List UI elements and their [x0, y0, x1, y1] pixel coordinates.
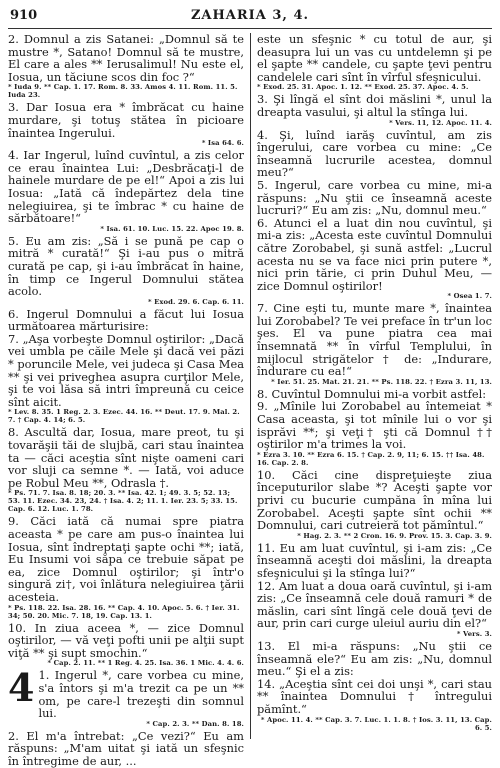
cross-reference-note: * Ier. 51. 25. Mat. 21. 21. ** Ps. 118. 22. † Ezra 3. 11, 13. [271, 377, 492, 386]
cross-reference-note: * Ezra 3. 10. ** Ezra 6. 15. † Cap. 2. 9, 11; 6. 15. †† Isa. 48. 16. Cap. 2. 8. [257, 450, 485, 467]
page-number: 910 [10, 8, 38, 23]
left-column [8, 32, 250, 768]
cross-reference-note: * Hag. 2. 3. ** 2 Cron. 16. 9. Prov. 15. 3. Cap. 3. 9. [297, 531, 492, 540]
verse: 7. Cine eşti tu, munte mare *, înaintea lui Zorobabel? Te vei preface în tr'un loc şes. El va pune piatra cea mai însemnată ** în vîrful Templului, în mijlocul strigătelor † de: „Indurare, îndurare cu ea!“ [257, 301, 492, 379]
verse: 9. „Mînile lui Zorobabel au întemeiat * Casa aceasta, şi tot mînile lui o vor şi isprăvi **; şi veţi† şti că Domnul †† oştirilor m'a trimes la voi. [257, 399, 492, 452]
cross-reference-note: * Apoc. 11. 4. ** Cap. 3. 7. Luc. 1. 1. 8. † Ios. 3. 11, 13. Cap. 6. 5. [260, 715, 492, 732]
running-title: ZAHARIA 3, 4. [190, 8, 310, 23]
cross-reference-note: * Isa. 61. 10. Luc. 15. 22. Apoc 19. 8. [100, 224, 244, 233]
verse: 2. El m'a întrebat: „Ce vezi?“ Eu am răspuns: „M'am uitat şi iată un sfeşnic în întregime de aur, ... [8, 728, 244, 768]
cross-reference-note: * Cap. 2. 3. ** Dan. 8. 18. [146, 719, 244, 728]
verse: 5. Eu am zis: „Să i se pună pe cap o mitră * curată!“ Şi i-au pus o mitră curată pe cap, şi i-au îmbrăcat în haine, în timp ce Ingerul Domnului stătea acolo. [8, 233, 244, 299]
verse: 7. „Aşa vorbeşte Domnul oştirilor: „Dacă vei umbla pe căile Mele şi dacă vei păzi * poruncile Mele, vei judeca şi Casa Mea ** şi vei priveghea asupra curţilor Mele, şi te voi lăsa să intri împreună cu ceice sînt aicit. [8, 331, 244, 409]
verse: 5. Ingerul, care vorbea cu mine, mi-a răspuns: „Nu ştii ce înseamnă aceste lucruri?“ Eu am zis: „Nu, domnul meu.“ [257, 177, 492, 218]
verse: 6. Ingerul Domnului a făcut lui Iosua următoarea mărturisire: [8, 306, 244, 334]
page-header [8, 6, 492, 29]
verse: 11. Eu am luat cuvîntul, şi i-am zis: „Ce înseamnă aceşti doi măslini, la dreapta sfeşnicului şi la stînga lui?“ [257, 540, 492, 580]
verse: este un sfeşnic * cu totul de aur, şi deasupra lui un vas cu untdelemn şi pe el şapte ** candele, cu şapte ţevi pentru candelele cari sînt în vîrful sfeşnicului. [257, 32, 492, 84]
verse: 14. „Aceştia sînt cei doi unşi *, cari stau ** înaintea Domnului † întregului pămînt.“ [257, 676, 492, 716]
two-column-text [8, 32, 492, 768]
chapter-start [8, 665, 244, 721]
cross-reference-note: * Exod. 29. 6. Cap. 6. 11. [147, 297, 244, 306]
verse: 6. Atunci el a luat din nou cuvîntul, şi mi-a zis: „Acesta este cuvîntul Domnului către Zorobabel, şi sună astfel: „Lucrul acesta nu se va face nici prin putere *, nici prin tărie, ci prin Duhul Meu, — zice Domnul oştirilor! [257, 215, 492, 293]
cross-reference-note: * Osea 1. 7. [447, 292, 492, 301]
chapter-number: 4 [8, 665, 35, 711]
right-column [250, 33, 492, 739]
cross-reference-note: * Iuda 9. ** Cap. 1. 17. Rom. 8. 33. Amos 4. 11. Rom. 11. 5. Iuda 23. [8, 83, 238, 100]
verse: 8. Ascultă dar, Iosua, mare preot, tu şi tovarăşii tăi de slujbă, cari stau înaintea ta — căci aceştia sînt nişte oameni cari vor sluji ca semne *. — Iată, voi aduce pe Robul Meu **, Odrasla †. [8, 425, 244, 490]
cross-reference-note: * Lev. 8. 35. 1 Reg. 2. 3. Ezec. 44. 16. ** Deut. 17. 9. Mal. 2. 7. † Cap. 4. 14; 6. 5. [8, 408, 240, 425]
verse: 2. Domnul a zis Satanei: „Domnul să te mustre *, Satano! Domnul să te mustre, El care a ales ** Ierusalimul! Nu este el, Iosua, un tăciune scos din foc ?“ [8, 32, 244, 84]
verse: 1. Ingerul *, care vorbea cu mine, s'a întors şi m'a trezit ca pe un ** om, pe care-l trezeşti din somnul lui. [38, 668, 244, 721]
cross-reference-note: * Vers. 3. [456, 629, 492, 638]
cross-reference-note: * Ps. 118. 22. Isa. 28. 16. ** Cap. 4. 10. Apoc. 5. 6. † Ier. 31. 34; 50. 20. Mic. 7. 18, 19. Cap. 13. 1. [8, 603, 240, 620]
verse: 10. In ziua aceea *, — zice Domnul oştirilor, — vă veţi pofti unii pe alţii supt viţă ** şi supt smochin.“ [8, 620, 244, 660]
verse: 3. Dar Iosua era * îmbrăcat cu haine murdare, şi totuş stătea în picioare înaintea Ingerului. [8, 100, 244, 140]
cross-reference-note: * Ps. 71. 7. Isa. 8. 18; 20. 3. ** Isa. 42. 1; 49. 3. 5; 52. 13; 53. 11. Ezec. 34. 23, 24. † Isa. 4. 2; 11. 1. Ier. 23. 5; 33. 15. Cap. 6. 12. Luc. 1. 78. [8, 489, 238, 514]
cross-reference-note: * Isa 64. 6. [201, 139, 244, 148]
verse: 4. Iar Ingerul, luînd cuvîntul, a zis celor ce erau înaintea Lui: „Desbrăcaţi-l de hainele murdare de pe el!“ Apoi a zis lui Iosua: „Iată că îndepărtez dela tine nelegiuirea, şi te îmbrac * cu haine de sărbătoare!“ [8, 148, 244, 226]
verse: 12. Am luat a doua oară cuvîntul, şi i-am zis: „Ce înseamnă cele două ramuri * de măslin, cari sînt lîngă cele două ţevi de aur, prin cari curge uleiul auriu din el?“ [257, 578, 492, 631]
verse: 8. Cuvîntul Domnului mi-a vorbit astfel: [257, 386, 487, 401]
cross-reference-note: * Cap. 2. 11. ** 1 Reg. 4. 25. Isa. 36. 1 Mic. 4. 4. 6. [47, 659, 244, 668]
verse: 3. Şi lîngă el sînt doi măslini *, unul la dreapta vasului, şi altul la stînga lui. [257, 92, 492, 119]
verse: 13. El mi-a răspuns: „Nu ştii ce înseamnă ele?“ Eu am zis: „Nu, domnul meu.“ Şi el a zis: [257, 638, 492, 679]
verse: 9. Căci iată că numai spre piatra aceasta * pe care am pus-o înaintea lui Iosua, sînt îndreptaţi şapte ochi **; iată, Eu Insumi voi săpa ce trebuie săpat pe ea, zice Domnul oştirilor; şi într'o singură zi†, voi înlătura nelegiuirea ţării acesteia. [8, 514, 244, 604]
verse: 4. Şi, luînd iarăş cuvîntul, am zis îngerului, care vorbea cu mine: „Ce înseamnă lucrurile acestea, domnul meu?“ [257, 127, 492, 180]
cross-reference-note: * Vers. 11, 12. Apoc. 11. 4. [389, 118, 492, 127]
cross-reference-note: * Exod. 25. 31. Apoc. 1. 12. ** Exod. 25. 37. Apoc. 4. 5. [257, 83, 469, 92]
verse: 10. Căci cine dispreţuieşte ziua începuturilor slabe *? Aceşti şapte vor privi cu bucurie cumpăna în mîna lui Zorobabel. Aceşti şapte sînt ochii ** Domnului, cari cutreieră tot pămîntul.“ [257, 467, 492, 533]
